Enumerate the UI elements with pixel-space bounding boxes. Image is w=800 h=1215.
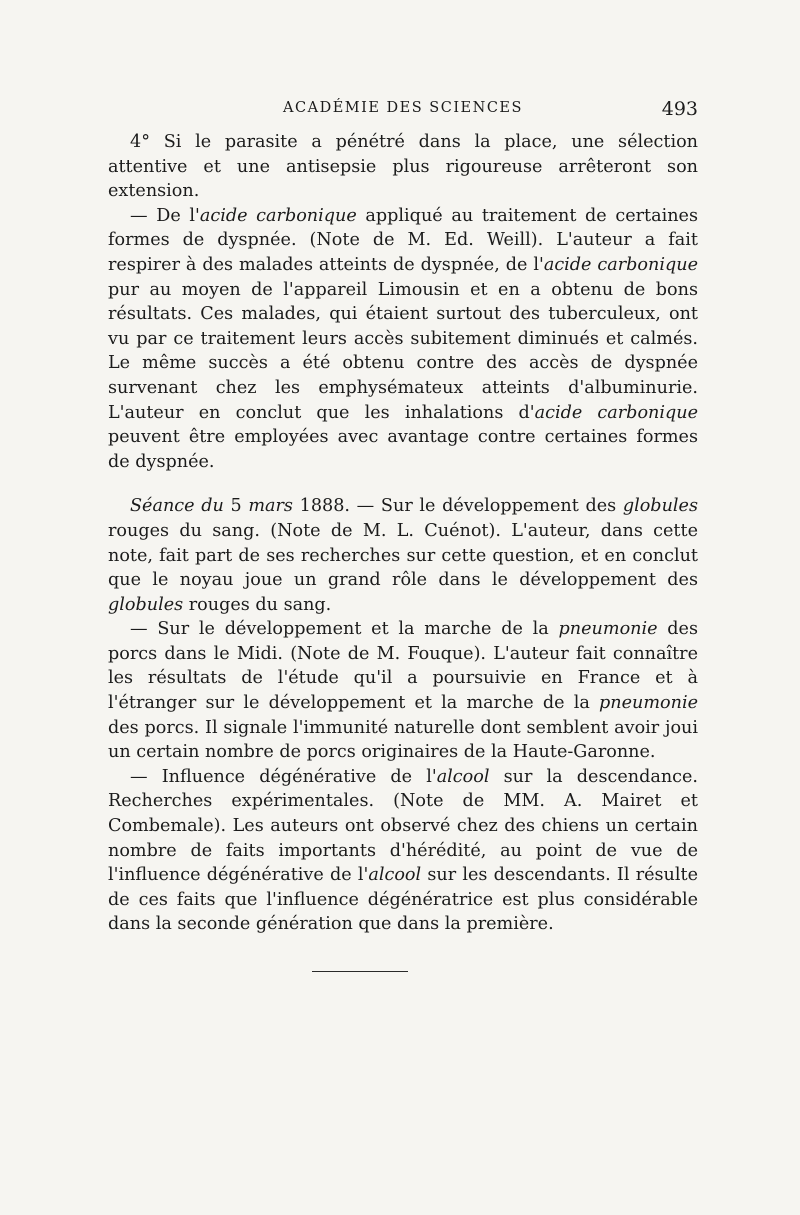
page-header	[108, 100, 698, 130]
paragraph-pneumonie: — Sur le développement et la marche de la pneumonie des porcs dans le Midi. (Note de M. Fouque). L'auteur fait connaître les résultats de l'étude qu'il a poursuivie en France et à l'étranger sur le développement et la marche de la pneumonie des porcs. Il signale l'immunité naturelle dont semblent avoir joui un certain nombre de porcs originaires de la Haute-Garonne.	[108, 619, 698, 763]
page-number: 493	[661, 98, 698, 120]
paragraph-parasite: 4° Si le parasite a pénétré dans la place, une sélection attentive et une antisepsie plus rigoureuse arrêteront son extension.	[108, 132, 698, 202]
paragraph-alcool: — Influence dégénérative de l'alcool sur la descendance. Recherches expérimentales. (Note de MM. A. Mairet et Combemale). Les auteurs ont observé chez des chiens un certain nombre de faits importants d'hérédité, au point de vue de l'influence dégénérative de l'alcool sur les descendants. Il résulte de ces faits que l'influence dégénératrice est plus considérable dans la seconde génération que dans la première.	[108, 766, 699, 935]
body-text	[108, 130, 698, 937]
section-end-rule	[312, 971, 408, 972]
paragraph-seance-globules: Séance du 5 mars 1888. — Sur le développement des globules rouges du sang. (Note de M. L. Cuénot). L'auteur, dans cette note, fait part de ses recherches sur cette question, et en conclut que le noyau joue un grand rôle dans le développement des globules rouges du sang.	[108, 496, 698, 615]
paragraph-acide-carbonique: — De l'acide carbonique appliqué au traitement de certaines formes de dyspnée. (Note de M. Ed. Weill). L'auteur a fait respirer à des malades atteints de dyspnée, de l'acide carbonique pur au moyen de l'appareil Limousin et en a obtenu de bons résultats. Ces malades, qui étaient surtout des tuberculeux, ont vu par ce traitement leurs accès subitement diminués et calmés. Le même succès a été obtenu contre des accès de dyspnée survenant chez les emphysémateux atteints d'albuminurie. L'auteur en conclut que les inhalations d'acide carbonique peuvent être employées avec avantage contre certaines formes de dyspnée.	[108, 205, 698, 472]
running-title: ACADÉMIE DES SCIENCES	[283, 100, 523, 116]
